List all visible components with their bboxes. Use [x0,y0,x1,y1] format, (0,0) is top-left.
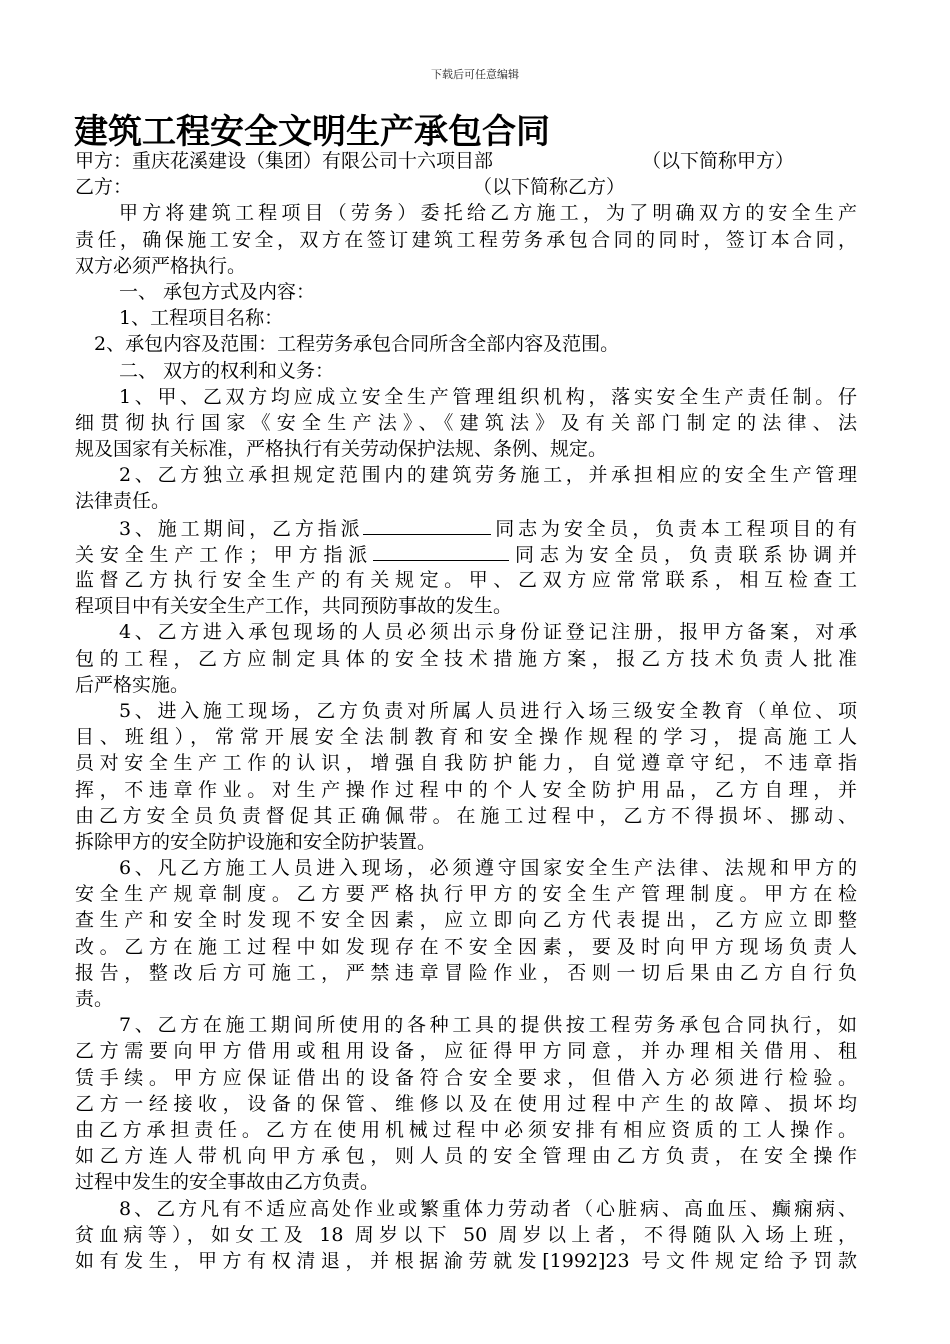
clause5-line: 挥，不违章作业。对生产操作过程中的个人安全防护用品，乙方自理，并 [75,778,857,801]
section1-item1: 1、工程项目名称： [119,307,284,330]
intro-line: 责任，确保施工安全，双方在签订建筑工程劳务承包合同的同时，签订本合同， [75,228,857,251]
clause5-line: 员对安全生产工作的认识，增强自我防护能力，自觉遵章守纪，不违章指 [75,752,857,775]
clause1-line: 1、甲、乙双方均应成立安全生产管理组织机构，落实安全生产责任制。仔 [119,385,857,408]
clause5-line: 目、班组），常常开展安全法制教育和安全操作规程的学习，提高施工人 [75,726,857,749]
section1-heading: 一、 承包方式及内容： [119,280,316,303]
party-b-line [75,174,857,200]
blank-underline [373,541,509,561]
intro-line: 双方必须严格执行。 [75,254,247,277]
clause7-line: 赁手续。甲方应保证借出的设备符合安全要求，但借入方必须进行检验。 [75,1066,857,1089]
clause2-line: 2、乙方独立承担规定范围内的建筑劳务施工，并承担相应的安全生产管理 [119,464,857,487]
clause8-line: 如有发生，甲方有权清退，并根据渝劳就发[1992]23 号文件规定给予罚款 [75,1249,857,1272]
clause6-line: 安全生产规章制度。乙方要严格执行甲方的安全生产管理制度。甲方在检 [75,883,857,906]
blank-underline [363,515,491,535]
clause5-line: 拆除甲方的安全防护设施和安全防护装置。 [75,830,437,853]
party-a-note: （以下简称甲方） [642,150,795,172]
clause3-line [75,515,857,541]
clause8-line: 8、乙方凡有不适应高处作业或繁重体力劳动者（心脏病、高血压、癫痫病、 [119,1197,857,1220]
party-b-note: （以下简称乙方） [473,176,626,199]
clause3-text: 关安全生产工作；甲方指派 [75,543,374,566]
clause6-line: 6、凡乙方施工人员进入现场，必须遵守国家安全生产法律、法规和甲方的 [119,857,857,880]
header-note: 下载后可任意编辑 [431,68,519,81]
clause4-line: 包的工程，乙方应制定具体的安全技术措施方案，报乙方技术负责人批准 [75,647,857,670]
clause6-line: 报告，整改后方可施工，严禁违章冒险作业，否则一切后果由乙方自行负 [75,961,857,984]
clause4-line: 4、乙方进入承包现场的人员必须出示身份证登记注册，报甲方备案，对承 [119,621,857,644]
clause7-line: 乙方一经接收，设备的保管、维修以及在使用过程中产生的故障、损坏均 [75,1092,857,1115]
clause6-line: 改。乙方在施工过程中如发现存在不安全因素，要及时向甲方现场负责人 [75,935,857,958]
clause3-text: 3、施工期间，乙方指派 [119,517,364,540]
party-a-line [75,148,857,174]
clause7-line: 7、乙方在施工期间所使用的各种工具的提供按工程劳务承包合同执行，如 [119,1014,857,1037]
clause8-line: 贫血病等），如女工及 18 周岁以下 50 周岁以上者，不得随队入场上班， [75,1223,857,1246]
clause3-line: 监督乙方执行安全生产的有关规定。甲、乙双方应常常联系，相互检查工 [75,569,857,591]
section2-heading: 二、 双方的权利和义务： [119,359,335,382]
party-b-label: 乙方： [75,176,133,199]
clause3-line [75,541,857,567]
clause7-line: 如乙方连人带机向甲方承包，则人员的安全管理由乙方负责，在安全操作 [75,1145,857,1168]
party-a-label: 甲方：重庆花溪建设（集团）有限公司十六项目部 [75,150,494,172]
section1-item2: 2、承包内容及范围：工程劳务承包合同所含全部内容及范围。 [94,333,620,356]
clause4-line: 后严格实施。 [75,673,190,696]
clause6-line: 责。 [75,988,114,1010]
clause2-line: 法律责任。 [75,490,171,513]
clause6-line: 查生产和安全时发现不安全因素，应立即向乙方代表提出，乙方应立即整 [75,909,857,932]
clause3-text: 同志为安全员，负责本工程项目的有 [491,517,857,540]
clause7-line: 过程中发生的安全事故由乙方负责。 [75,1171,380,1194]
clause7-line: 乙方需要向甲方借用或租用设备，应征得甲方同意，并办理相关借用、租 [75,1040,857,1063]
document-body [75,148,857,1274]
clause3-line: 程项目中有关安全生产工作，共同预防事故的发生。 [75,595,513,618]
clause5-line: 5、进入施工现场，乙方负责对所属人员进行入场三级安全教育（单位、项 [119,699,857,722]
clause3-text: 同志为安全员，负责联系协调并 [509,543,857,566]
clause1-line: 细贯彻执行国家《安全生产法》、《建筑法》及有关部门制定的法律、法 [75,411,857,434]
clause5-line: 由乙方安全员负责督促其正确佩带。在施工过程中，乙方不得损坏、挪动、 [75,804,857,827]
intro-line: 甲方将建筑工程项目（劳务）委托给乙方施工，为了明确双方的安全生产 [119,202,857,225]
clause7-line: 由乙方承担责任。乙方在使用机械过程中必须安排有相应资质的工人操作。 [75,1118,857,1141]
clause1-line: 规及国家有关标准，严格执行有关劳动保护法规、条例、规定。 [75,438,608,461]
document-title: 建筑工程安全文明生产承包合同 [74,112,550,152]
